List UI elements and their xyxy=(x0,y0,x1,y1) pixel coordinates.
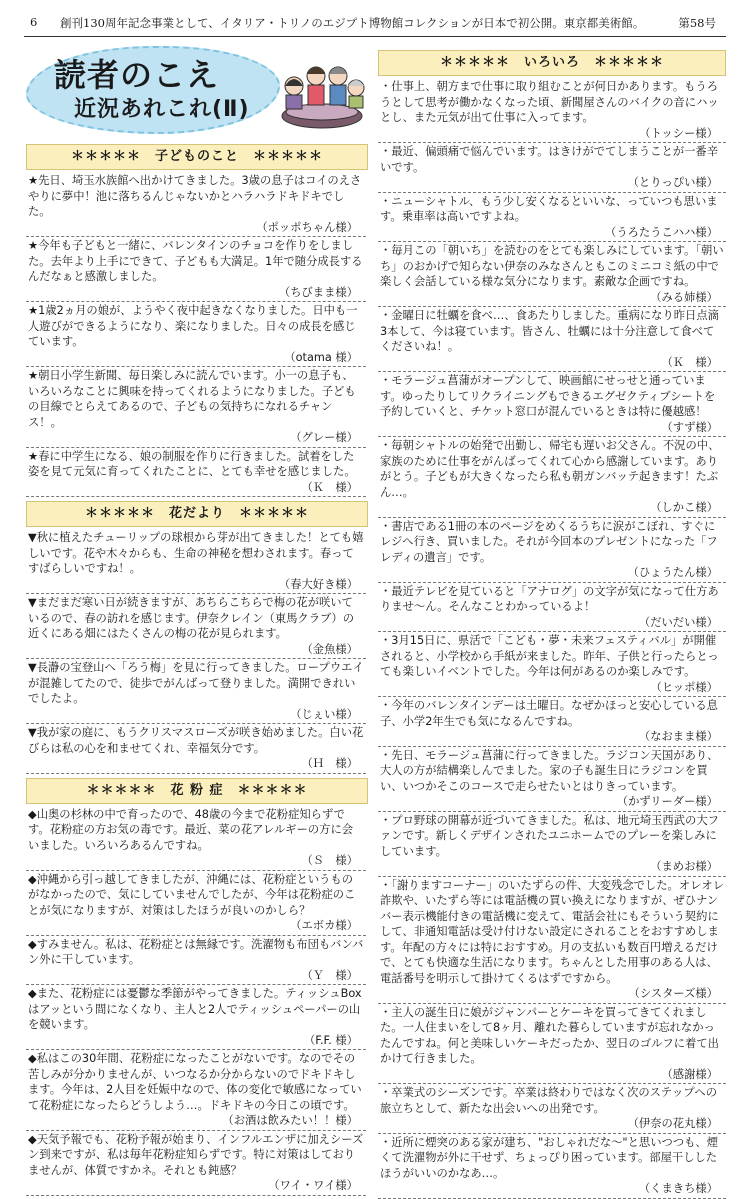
entry-text: ★1歳2ヵ月の娘が、ようやく夜中起きなくなりました。日中も一人遊びができるようになり、楽になりました。日々の成長を感じています。 xyxy=(28,304,358,348)
left-column xyxy=(26,40,366,1196)
header-text: 創刊130周年記念事業として、イタリア・トリノのエジプト博物館コレクションが日本で初公開。東京都美術館。 xyxy=(60,16,645,30)
reader-entry xyxy=(378,1134,726,1199)
entry-signature: （まめお様） xyxy=(650,860,718,873)
reader-entry xyxy=(378,307,726,372)
entry-signature: （だいだい様） xyxy=(638,615,718,629)
reader-entry xyxy=(378,193,726,243)
entry-signature: （Ｙ 様） xyxy=(301,968,358,982)
entry-signature: （Ｓ 様） xyxy=(301,854,358,867)
entry-text: ▼長瀞の宝登山へ「ろう梅」を見に行ってきました。ロープウエイが混雑してたので、徒歩でがんばって登りました。満開できれいでしたよ。 xyxy=(28,661,364,705)
title-block xyxy=(26,40,366,140)
reader-entry xyxy=(378,877,726,1004)
entry-signature: （なおまま様） xyxy=(638,730,718,743)
entry-text: ★春に中学生になる、娘の制服を作りに行きました。試着をした姿を見て元気に育ってくれたことに、とても幸せを感じました。 xyxy=(28,449,356,478)
entry-signature: （金魚様） xyxy=(301,642,358,656)
entry-text: ◆すみません。私は、花粉症とは無縁です。洗濯物も布団もバンバン外に干しています。 xyxy=(28,937,364,966)
entry-text: ・主人の誕生日に娘がジャンパーとケーキを買ってきてくれました。一人住まいをして8ヶ月、離れた暮らしていますが忘れなかったんですね。何と美味しいケーキだったか、翌日のゴルフに着て出かけて行きました。 xyxy=(380,1005,719,1065)
entry-signature: （otama 様） xyxy=(284,350,358,364)
entry-signature: （伊奈の花丸様） xyxy=(627,1117,718,1130)
entry-signature: （Ｋ 様） xyxy=(301,480,358,494)
section-header: ＊＊＊＊＊ 花 粉 症 ＊＊＊＊＊ xyxy=(26,778,368,804)
reader-entry xyxy=(26,172,366,237)
reader-entry xyxy=(378,437,726,518)
section-header-iroiro: ＊＊＊＊＊ いろいろ ＊＊＊＊＊ xyxy=(378,50,726,76)
entry-text: ・最近、偏頭痛で悩んでいます。はきけがでてしまうことが一番辛いです。 xyxy=(380,145,719,174)
entry-text: ・毎月この「朝いち」を読むのをとても楽しみにしています。「朝いち」のおかげで知らない伊奈のみなさんともこのミニコミ紙の中で楽しく会話している様な気分になります。素敵な企画ですね。 xyxy=(380,244,724,288)
entry-text: ▼まだまだ寒い日が続きますが、あちらこちらで梅の花が咲いているので、春の訪れを感じます。伊奈クレイン（東馬クラブ）の近くにある畑にはたくさんの梅の花が見られます。 xyxy=(28,596,355,640)
entry-text: ・モラージュ菖蒲がオープンして、映画館にせっせと通っています。ゆったりしてリクライニングもできるエグゼクティブシートを予約していくと、チケット窓口が混んでいるときは特に優越感！ xyxy=(380,374,716,418)
entry-text: ・卒業式のシーズンです。卒業は終わりではなく次のステップへの旅立ちとして、新たな出会いへの出発です。 xyxy=(380,1086,717,1115)
issue-number: 第58号 xyxy=(678,16,716,30)
entry-signature: （ちびまま様） xyxy=(278,285,358,299)
section-header: ＊＊＊＊＊ 子どものこと ＊＊＊＊＊ xyxy=(26,144,368,170)
entry-signature: （グレー様） xyxy=(290,431,358,444)
entry-signature: （エボカ様） xyxy=(290,919,358,932)
page-title: 読者のこえ xyxy=(54,56,220,94)
reader-entry xyxy=(26,1131,366,1196)
page-subtitle: 近況あれこれ(Ⅱ) xyxy=(74,97,250,122)
reader-entry xyxy=(26,936,366,986)
entry-text: ・今年のバレンタインデーは土曜日。なぜかほっと安心している息子、小学2年生でも気になるんですね。 xyxy=(380,699,718,728)
reader-entry xyxy=(26,448,366,498)
entry-signature: （かずリーダー様） xyxy=(616,795,718,808)
entry-text: ★今年も子どもと一緒に、バレンタインのチョコを作りをしました。去年より上手にできて、子どもも大満足。1年で随分成長するんだなぁと感激しました。 xyxy=(28,239,363,283)
entry-signature: （シスターズ様） xyxy=(628,987,718,1000)
page-header xyxy=(24,6,726,37)
people-around-table-illustration xyxy=(272,46,368,132)
entry-signature: （ワイ・ワイ様） xyxy=(268,1179,358,1192)
reader-entry xyxy=(378,242,726,307)
entry-signature: （感謝様） xyxy=(661,1067,718,1081)
right-entries xyxy=(378,78,726,1199)
entry-text: ◆私はこの30年間、花粉症になったことがないです。なのでその苦しみが分かりませんが、いつなるか分からないのでドキドキします。今年は、2人目を妊娠中なので、体の変化で敏感になっていて花粉症になったらどうしよう…。ドキドキの今日この頃です。 xyxy=(28,1052,362,1112)
entry-text: ・プロ野球の開幕が近づいてきました。私は、地元埼玉西武の大ファンです。新しくデザインされたユニホームでのプレーを楽しみにしています。 xyxy=(380,813,719,858)
entry-text: ★朝日小学生新聞、毎日楽しみに読んでいます。小一の息子も、いろいろなことに興味を持ってくれるようになりました。子どもの目線でとらえてあるので、子どもの気持ちになれるチャンス！。 xyxy=(28,369,356,429)
entry-signature: （ひょうたん様） xyxy=(627,566,718,579)
entry-text: ・仕事上、朝方まで仕事に取り組むことが何日かあります。もうろうとして思考が働かなくなった頃、新聞屋さんのバイクの音にハッとし、また元気が出て仕事に入ってます。 xyxy=(380,80,719,124)
reader-entry xyxy=(378,812,726,877)
entry-signature: （ポッポちゃん様） xyxy=(256,220,358,234)
entry-signature: （くまきち様） xyxy=(638,1182,718,1195)
entry-signature: （うろたうこハハ様） xyxy=(605,225,718,239)
reader-entry xyxy=(378,1004,726,1085)
reader-entry xyxy=(26,659,366,724)
reader-entry xyxy=(378,78,726,143)
entry-signature: （しかこ様） xyxy=(650,501,718,514)
entry-text: ・毎朝シャトルの始発で出勤し、帰宅も遅いお父さん。不況の中、家族のために仕事をがんばってくれて心から感謝しています。ありがとう。子どもが大きくなったら私も朝ガンバッテ起きます！たぶん…。 xyxy=(380,439,720,499)
entry-text: ・近所に煙突のある家が建ち、"おしゃれだな～"と思いつつも、煙くて洗濯物が外に干せず、ちょっぴり困っています。部屋干ししたほうがいいのかなあ…。 xyxy=(380,1135,719,1180)
entry-signature: （Ｋ 様） xyxy=(661,355,718,369)
reader-entry xyxy=(378,747,726,812)
reader-entry xyxy=(26,871,366,936)
entry-signature: （じぇい様） xyxy=(290,707,358,721)
section-header: ＊＊＊＊＊ 花だより ＊＊＊＊＊ xyxy=(26,501,368,527)
entry-signature: （お酒は飲みたい！！様） xyxy=(222,1114,358,1127)
entry-text: ・3月15日に、県活で「こども・夢・未来フェスティバル」が開催されると、小学校から手紙が来ました。昨年、子供と行ったらとっても楽しいイベントでした。今年は何があるのか楽しみです。 xyxy=(380,634,719,678)
entry-text: ▼秋に植えたチューリップの球根から芽が出てきました！とても嬉しいです。花や木々からも、生命の神秘を想わされます。春ってすばらしいですね！。 xyxy=(28,531,364,575)
reader-entry xyxy=(26,985,366,1050)
page-number: 6 xyxy=(30,15,38,29)
entry-signature: （すず様） xyxy=(661,420,718,434)
reader-entry xyxy=(378,372,726,437)
entry-text: ・書店である1冊の本のページをめくるうちに涙がこぼれ、すぐにレジへ行き、買いました。それが今回本のプレゼントになった「フレディの遺言」です。 xyxy=(380,519,718,564)
right-column xyxy=(378,46,726,1199)
entry-text: ・先日、モラージュ菖蒲に行ってきました。ラジコン天国があり、大人の方が結構楽しんでました。家の子も誕生日にラジコンを買い、いつかそこのコースで走らせたいとはりきっています。 xyxy=(380,748,719,793)
reader-entry xyxy=(26,1050,366,1131)
entry-text: ▼我が家の庭に、もうクリスマスローズが咲き始めました。白い花びらは私の心を和ませてくれ、幸福気分です。 xyxy=(28,726,364,755)
entry-signature: （トッシー様） xyxy=(639,126,718,140)
reader-entry xyxy=(26,724,366,774)
reader-entry xyxy=(378,583,726,633)
entry-text: ◆山奥の杉林の中で育ったので、48歳の今まで花粉症知らずです。花粉症の方お気の毒です。最近、菜の花アレルギーの方に会いました。いろいろあるんですね。 xyxy=(28,807,354,852)
reader-entry xyxy=(26,367,366,448)
entry-signature: （みる姉様） xyxy=(650,290,718,304)
left-sections xyxy=(26,144,366,1196)
entry-text: ・ニューシャトル、もう少し安くなるといいな、っていつも思います。乗車率は高いですよね。 xyxy=(380,194,718,223)
entry-text: ◆また、花粉症には憂鬱な季節がやってきました。ティッシュBoxはアッという間になくなり、主人と2人でティッシュペーパーの山を競います。 xyxy=(28,987,362,1031)
reader-entry xyxy=(378,632,726,697)
entry-signature: （とりっぴい様） xyxy=(627,176,718,189)
reader-entry xyxy=(378,143,726,193)
reader-entry xyxy=(378,518,726,583)
entry-text: ・最近テレビを見ていると「アナログ」の文字が気になって仕方ありませ～ん。そんなことわかっているよ！ xyxy=(380,584,719,613)
entry-text: ★先日、埼玉水族館へ出かけてきました。3歳の息子はコイのえさやりに夢中！池に落ちるんじゃないかとハラハラドキドキでした。 xyxy=(28,174,362,218)
entry-text: ・「謝りますコーナー」のいたずらの件、大変残念でした。オレオレ詐欺や、いたずら等には電話機の買い換えになりますが、ぜひナンバー表示機能付きの電話機に変えて、電話会社にもそういう契約にして、非通知電話は受け付けない設定にされることをおすすめします。年配の方々には特におすすめ。月の支払いも数百円増えるだけで、とても快適な生活になります。ちゃんとした用事のある人は、電話番号を明示して掛けてくるはずですから。 xyxy=(380,878,724,985)
reader-entry xyxy=(26,237,366,302)
entry-signature: （F.F. 様） xyxy=(303,1033,358,1047)
reader-entry xyxy=(26,806,366,871)
reader-entry xyxy=(378,697,726,747)
entry-text: ◆天気予報でも、花粉予報が始まり、インフルエンザに加えシーズン到来ですが、私は毎年花粉症知らずです。特に対策はしておりませんが、体質ですかネ。それとも鈍感？ xyxy=(28,1132,364,1177)
reader-entry xyxy=(26,529,366,594)
reader-entry xyxy=(26,594,366,659)
reader-entry xyxy=(378,1084,726,1134)
entry-signature: （Ｈ 様） xyxy=(301,757,358,770)
entry-text: ・金曜日に牡蠣を食べ…、食あたりしました。重病になり昨日点滴3本して、今は寝ています。皆さん、牡蠣には十分注意して食べてくださいね！。 xyxy=(380,309,719,353)
entry-text: ◆沖縄から引っ越してきましたが、沖縄には、花粉症というものがなかったので、気にしていませんでしたが、今年は花粉症のことが気になりますが、対策はしたほうが良いのかしら？ xyxy=(28,872,356,917)
entry-signature: （ヒッポ様） xyxy=(650,680,718,694)
entry-signature: （春大好き様） xyxy=(278,577,358,591)
reader-entry xyxy=(26,302,366,367)
